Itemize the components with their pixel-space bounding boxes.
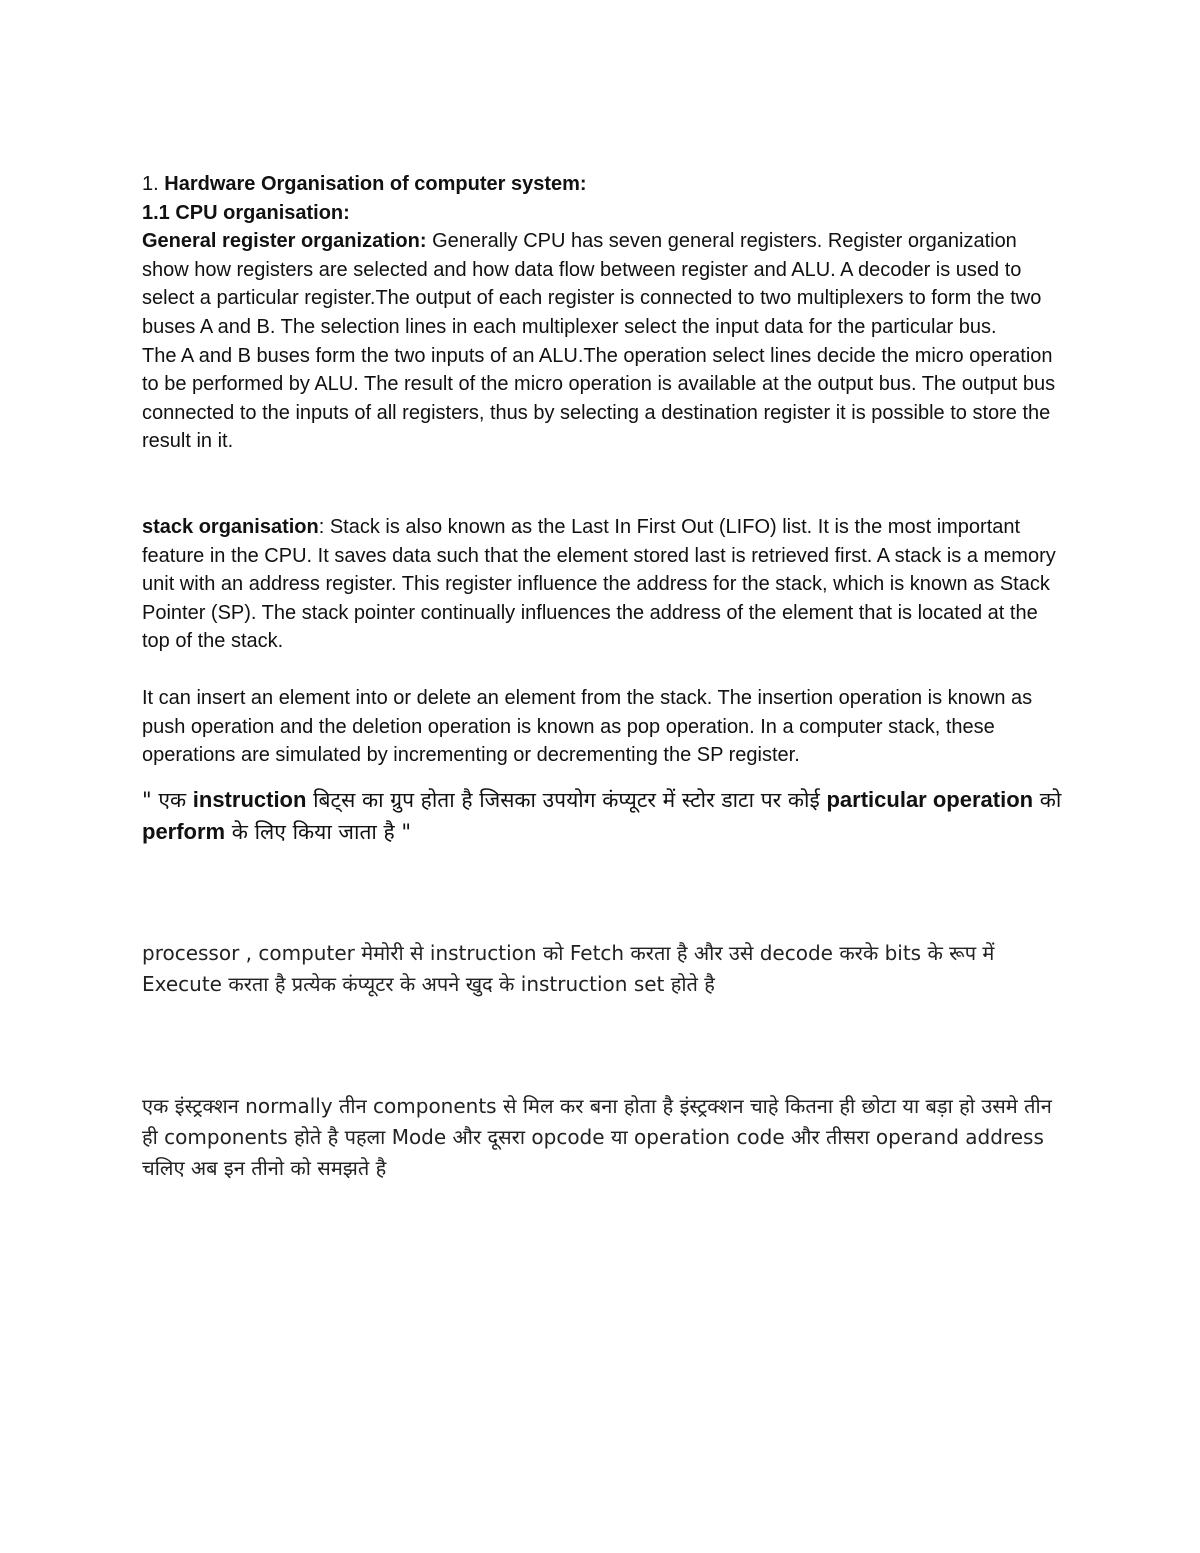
hindi-quote-bold-perform: perform: [142, 818, 226, 844]
spacer: [142, 1000, 1062, 1091]
hindi-quote-part3: को: [1033, 787, 1062, 812]
heading-2: [142, 199, 1062, 228]
hindi-quote-bold-operation: particular operation: [826, 786, 1034, 812]
stack-label: stack organisation: [142, 515, 319, 538]
hindi-quote-paragraph: [142, 784, 1062, 848]
components-paragraph: एक इंस्ट्रक्शन normally तीन components से मिल कर बना होता है इंस्ट्रक्शन चाहे कितना ही छोटा या बड़ा हो उसमे तीन ही components होते है पहला Mode और दूसरा opcode या operation code और तीसरा operand address चलिए अब इन तीनो को समझते है: [142, 1093, 1052, 1180]
alu-paragraph: The A and B buses form the two inputs of an ALU.The operation select lines decide the micro operation to be performed by ALU. The result of the micro operation is available at the output bus. The output bus connected to the inputs of all registers, thus by selecting a destination register it is possible to store the result in it.: [142, 344, 1056, 453]
processor-paragraph: processor , computer मेमोरी से instruction को Fetch करता है और उसे decode करके bits के रूप में Execute करता है प्रत्येक कंप्यूटर के अपने खुद के instruction set होते है: [142, 940, 995, 996]
heading-1: [142, 170, 1062, 199]
document-body: [142, 170, 1062, 1184]
spacer: [142, 656, 1062, 684]
heading-1-title: Hardware Organisation of computer system:: [164, 173, 587, 195]
general-register-paragraph: [142, 227, 1062, 341]
hindi-quote-part4: के लिए किया जाता है ": [225, 819, 412, 844]
stack-text: : Stack is also known as the Last In First Out (LIFO) list. It is the most important feature in the CPU. It saves data such that the element stored last is retrieved first. A stack is a memory unit with an address register. This register influence the address for the stack, which is known as Stack Pointer (SP). The stack pointer continually influences the address of the element that is located at the top of the stack.: [142, 515, 1056, 653]
general-register-text: Generally CPU has seven general registers. Register organization show how registers are selected and how data flow between register and ALU. A decoder is used to select a particular register.The output of each register is connected to two multiplexers to form the two buses A and B. The selection lines in each multiplexer select the input data for the particular bus.: [142, 230, 1042, 338]
heading-2-title: 1.1 CPU organisation:: [142, 201, 350, 224]
general-register-label: General register organization:: [142, 230, 427, 253]
spacer: [142, 770, 1062, 784]
spacer: [142, 848, 1062, 938]
hindi-quote-bold-instruction: instruction: [192, 786, 307, 812]
heading-1-number: 1.: [142, 173, 165, 195]
spacer: [142, 456, 1062, 513]
hindi-quote-part2: बिट्स का ग्रुप होता है जिसका उपयोग कंप्यूटर में स्टोर डाटा पर कोई: [306, 787, 827, 812]
stack-paragraph: [142, 513, 1062, 656]
push-pop-paragraph: It can insert an element into or delete an element from the stack. The insertion operation is known as push operation and the deletion operation is known as pop operation. In a computer stack, these operations are simulated by incrementing or decrementing the SP register.: [142, 686, 1033, 767]
hindi-quote-part1: " एक: [142, 787, 193, 812]
